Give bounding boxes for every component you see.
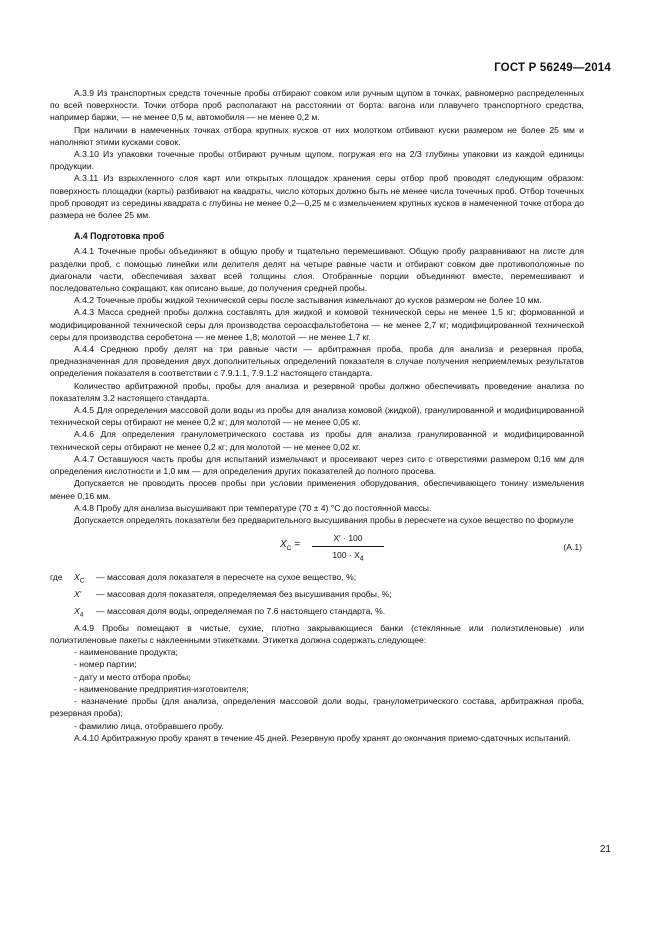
document-body	[50, 87, 584, 744]
formula-equals: =	[291, 539, 300, 551]
list-item: - назначение пробы (для анализа, определения массовой доли воды, гранулометрического состава, арбитражная проба, резервная проба);	[50, 696, 584, 719]
where-symbol	[74, 571, 96, 588]
paragraph-a-4-4: А.4.4 Среднюю пробу делят на три равные части — арбитражная проба, проба для анализа и резервная проба, предназначенная для проведения двух дополнительных определений показателя в случае получения неприемлемых результатов определения показателя в соответствии с 7.9.1.1, 7.9.1.2 настоящего стандарта.	[50, 344, 584, 379]
where-symbol-sub: 4	[79, 611, 84, 619]
where-symbol-text: X	[74, 605, 80, 616]
paragraph-large-pieces: При наличии в намеченных точках отбора крупных кусков от них молотком отбивают куски размером не более 25 мм и наполняют этими кусками совок.	[50, 124, 584, 147]
paragraph-a-4-7: А.4.7 Оставшуюся часть пробы для испытаний измельчают и просеивают через сито с отверстиями размером 0,16 мм для определения кислотности и 1,0 мм — для определения других показателей до полного просева.	[50, 453, 584, 477]
where-definition: — массовая доля показателя, определяемая без высушивания пробы, %;	[96, 589, 392, 600]
formula-denominator	[312, 547, 384, 565]
formula-denominator-sub: 4	[359, 555, 364, 563]
where-symbol	[74, 605, 96, 622]
where-row-3	[50, 605, 584, 622]
formula-lhs	[280, 539, 300, 555]
paragraph-a-3-10: А.3.10 Из упаковки точечные пробы отбирают ручным щупом, погружая его на 2/3 глубины упаковки из каждой единицы продукции.	[50, 149, 584, 172]
where-symbol	[74, 588, 96, 605]
formula-lhs-sub: C	[286, 545, 292, 553]
where-definition: — массовая доля воды, определяемая по 7.6 настоящего стандарта, %.	[96, 605, 386, 616]
paragraph-a-4-2: А.4.2 Точечные пробы жидкой технической серы после застывания измельчают до кусков размером не более 10 мм.	[74, 295, 542, 306]
where-prefix: где	[50, 572, 63, 583]
where-row-1	[50, 571, 584, 588]
paragraph-a-4-6: А.4.6 Для определения гранулометрического состава из пробы для анализа гранулированной и модифицированной технической серы отбирают не менее 0,2 кг; для молотой — не менее 0,02 кг.	[50, 429, 584, 452]
paragraph-a-4-8: А.4.8 Пробу для анализа высушивают при температуре (70 ± 4) °С до постоянной массы.	[74, 502, 432, 513]
paragraph-a-4-9: А.4.9 Пробы помещают в чистые, сухие, плотно закрывающиеся банки (стеклянные или полиэтиленовые) или полиэтиленовые пакеты с наклеенными этикетками. Этикетка должна содержать следующее:	[50, 622, 584, 646]
formula-denominator-text: 100 · X	[332, 550, 360, 561]
where-row-2	[50, 588, 584, 605]
formula-a-1	[50, 532, 584, 566]
list-item: - фамилию лица, отобравшего пробу.	[74, 720, 224, 731]
paragraph-a-4-10: А.4.10 Арбитражную пробу хранят в течение 45 дней. Резервную пробу хранят до окончания приемо-сдаточных испытаний.	[74, 732, 571, 743]
formula-numerator: X′ · 100	[312, 532, 384, 547]
standard-designation: ГОСТ Р 56249—2014	[494, 62, 611, 74]
list-item: - дату и место отбора пробы;	[74, 671, 191, 682]
section-heading-a-4: А.4 Подготовка проб	[74, 231, 165, 242]
formula-lhs-var: X	[280, 539, 287, 551]
paragraph-a-3-9: А.3.9 Из транспортных средств точечные пробы отбирают совком или ручным щупом в точках, равномерно распределенных по всей поверхности. Точки отбора проб располагают на расстоянии от борта: вагона или плавучего транспортного средства, например баржи, — не менее 0,5 м, автомобиля — не менее 0,2 м.	[50, 88, 584, 123]
where-symbol-text: X′	[74, 589, 82, 600]
where-spacer	[50, 588, 74, 605]
page-number: 21	[599, 844, 611, 855]
formula-number: (А.1)	[563, 542, 582, 553]
list-item: - наименование предприятия-изготовителя;	[74, 683, 249, 694]
paragraph-formula-intro: Допускается определять показатели без предварительного высушивания пробы в пересчете на сухое вещество по формуле	[74, 514, 574, 525]
where-spacer	[50, 605, 74, 622]
list-item: - наименование продукта;	[74, 647, 178, 658]
paragraph-a-4-1: А.4.1 Точечные пробы объединяют в общую пробу и тщательно перемешивают. Общую пробу разравнивают на листе для разделки проб, с помощью линейки или делителя делят на четыре равные части и отбирают совком две противоположные по диагонали части, обеспечивая захват всей толщины слоя. Отобранные порции объединяют вместе, перемешивают и последовательно сокращают, как описано выше, до получения средней пробы.	[50, 246, 584, 294]
formula-fraction	[312, 532, 384, 565]
where-symbol-sub: C	[79, 577, 85, 585]
where-symbol-text: X	[74, 572, 80, 583]
where-definition: — массовая доля показателя в пересчете на сухое вещество, %;	[96, 572, 357, 583]
paragraph-sieve-exemption: Допускается не проводить просев пробы при условии применения оборудования, обеспечивающего тонину измельчения менее 0,16 мм.	[50, 478, 584, 501]
paragraph-sample-quantity: Количество арбитражной пробы, пробы для анализа и резервной пробы должно обеспечивать проведение анализа по показателям 3.2 настоящего стандарта.	[50, 380, 584, 403]
paragraph-a-4-5: А.4.5 Для определения массовой доли воды из пробы для анализа комовой (жидкой), гранулированной и модифицированной технической серы отбирают не менее 0,2 кг; для молотой — не менее 0,05 кг.	[50, 405, 584, 428]
paragraph-a-4-3: А.4.3 Масса средней пробы должна составлять для жидкой и комовой технической серы не менее 1,5 кг; формованной и модифицированной технической серы для производства сероасфальтобетона — не менее 2,7 кг; модифицированной технической серы для производства серобетона — не менее 1,8; молотой — не менее 1,7 кг.	[50, 307, 584, 342]
list-item: - номер партии;	[74, 659, 137, 670]
paragraph-a-3-11: А.3.11 Из взрыхленного слоя карт или открытых площадок хранения серы отбор проб проводят следующим образом: поверхность площадки (карты) разбивают на квадраты, число которых должно быть не менее числа точечных проб. Отбор точечных проб проводят из середины квадрата с глубины не менее 0,2—0,25 м с измельчением крупных кусков в намеченной точке отбора до размера не более 25 мм.	[50, 173, 584, 221]
